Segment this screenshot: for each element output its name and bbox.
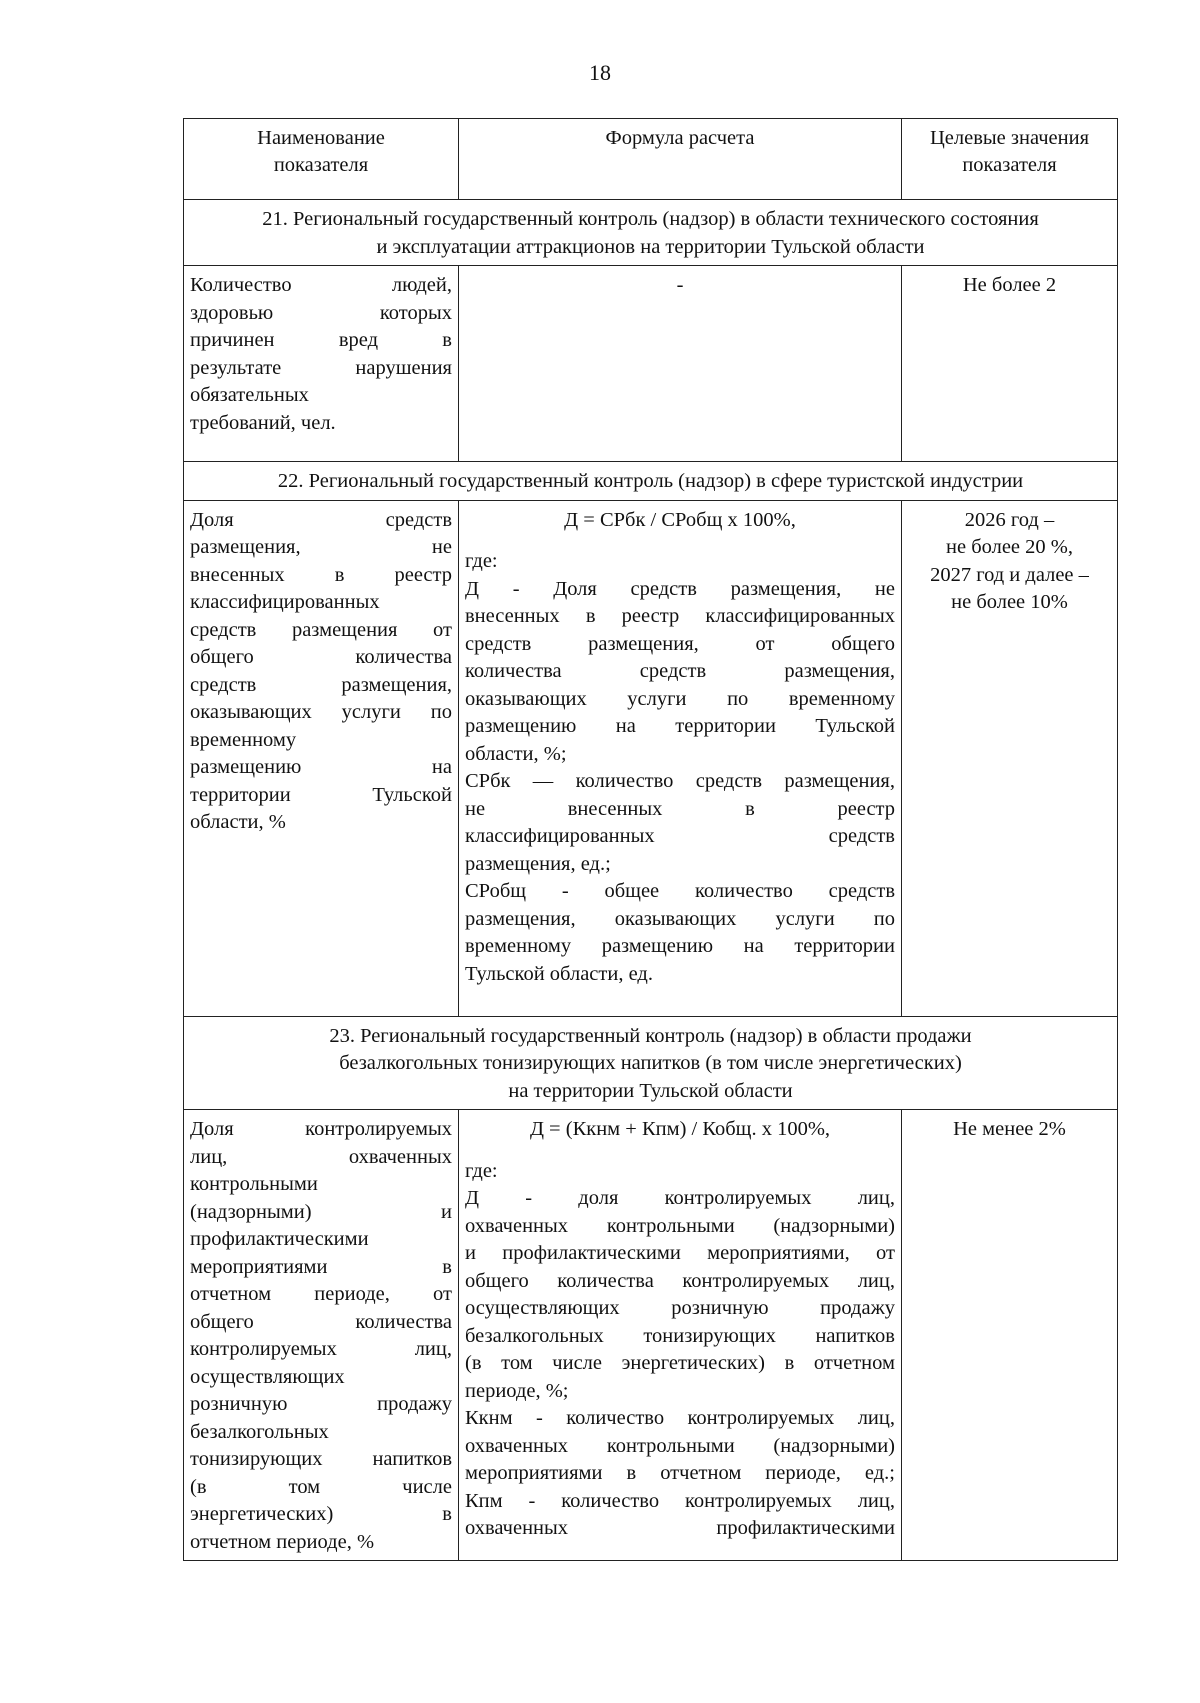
formula-line: мероприятиями в отчетном периоде, ед.; (465, 1462, 895, 1484)
indicator-name-cell (184, 266, 459, 462)
section-title-line: 22. Региональный государственный контроль (надзор) в сфере туристской индустрии (277, 470, 1024, 492)
formula-line: Ккнм - количество контролируемых лиц, (465, 1407, 895, 1429)
formula-line: внесенных в реестр классифицированных (465, 605, 895, 627)
header-name-cell (184, 119, 459, 200)
indicator-name-line: (надзорными) и (190, 1200, 452, 1223)
formula-line: СРобщ - общее количество средств (465, 880, 895, 902)
indicator-name-line: тонизирующих напитков (190, 1448, 452, 1470)
indicator-name-line: (в том числе (190, 1475, 452, 1498)
indicator-name-line: лиц, охваченных (190, 1145, 452, 1168)
indicator-name-line: мероприятиями в (190, 1255, 452, 1278)
indicator-name-line: области, % (190, 811, 286, 833)
indicator-name-line: общего количества (190, 1310, 452, 1333)
indicator-name-line: Количество людей, (190, 274, 452, 296)
indicator-name-line: причинен вред в (190, 329, 452, 351)
indicator-name-line: здоровью которых (190, 301, 452, 324)
indicator-name-line: Доля контролируемых (190, 1118, 452, 1140)
formula-line: размещению на территории Тульской (465, 715, 895, 737)
formula-line: охваченных профилактическими (465, 1517, 895, 1539)
formula-line: средств размещения, от общего (465, 632, 895, 655)
target-value: не более 20 %, (946, 536, 1073, 558)
section-title-22 (184, 462, 1118, 501)
formula-main: - (676, 274, 684, 296)
section-title-23 (184, 1016, 1118, 1110)
section-title-21 (184, 200, 1118, 266)
header-row (184, 119, 1118, 200)
header-formula-cell (459, 119, 902, 200)
formula-cell (459, 1110, 902, 1561)
header-name-line: Наименование (257, 127, 385, 149)
formula-line: (в том числе энергетических) в отчетном (465, 1352, 895, 1374)
formula-line: области, %; (465, 742, 567, 765)
formula-line: Кпм - количество контролируемых лиц, (465, 1489, 895, 1512)
indicator-name-line: энергетических) в (190, 1503, 452, 1525)
indicator-name-line: контрольными (190, 1173, 318, 1195)
section-title-row (184, 1016, 1118, 1110)
header-target-cell (902, 119, 1118, 200)
formula-cell (459, 266, 902, 462)
formula-line: не внесенных в реестр (465, 797, 895, 820)
indicator-name-line: результате нарушения (190, 356, 452, 379)
indicator-name-line: отчетном периоде, % (190, 1530, 375, 1553)
target-cell (902, 1110, 1118, 1561)
indicator-row (184, 500, 1118, 1016)
formula-cell (459, 500, 902, 1016)
indicator-name-line: профилактическими (190, 1228, 369, 1250)
header-target-line: Целевые значения (929, 127, 1090, 149)
indicator-name-cell (184, 1110, 459, 1561)
indicator-name-line: розничную продажу (190, 1393, 452, 1415)
formula-line: Д - доля контролируемых лиц, (465, 1187, 895, 1209)
formula-line: безалкогольных тонизирующих напитков (465, 1324, 895, 1347)
indicator-name-line: общего количества (190, 646, 452, 668)
formula-line: СРбк — количество средств размещения, (465, 770, 895, 792)
section-title-line: 21. Региональный государственный контроль (надзор) в области технического состояния (262, 208, 1039, 230)
section-title-line: на территории Тульской области (508, 1079, 793, 1102)
formula-line: охваченных контрольными (надзорными) (465, 1214, 895, 1237)
target-cell (902, 500, 1118, 1016)
target-value: 2027 год и далее – (930, 563, 1089, 586)
indicator-name-line: временному (190, 728, 297, 751)
section-title-line: 23. Региональный государственный контроль (надзор) в области продажи (329, 1024, 972, 1047)
formula-line: Д - Доля средств размещения, не (465, 577, 895, 600)
section-title-row (184, 200, 1118, 266)
indicator-name-line: требований, чел. (190, 411, 336, 434)
target-value: 2026 год – (964, 508, 1055, 531)
formula-line: охваченных контрольными (надзорными) (465, 1434, 895, 1457)
target-value: Не более 2 (962, 274, 1057, 296)
formula-line: и профилактическими мероприятиями, от (465, 1242, 895, 1264)
header-formula-label: Формула расчета (605, 127, 755, 149)
indicators-table (183, 118, 1118, 1561)
indicator-name-line: средств размещения, (190, 673, 452, 696)
target-value: Не менее 2% (953, 1118, 1066, 1140)
indicator-name-line: оказывающих услуги по (190, 701, 452, 723)
formula-line: Тульской области, ед. (465, 962, 653, 985)
header-target-line: показателя (962, 154, 1057, 176)
formula-line: осуществляющих розничную продажу (465, 1297, 895, 1319)
indicator-row (184, 1110, 1118, 1561)
target-value: не более 10% (951, 591, 1068, 613)
indicator-name-line: внесенных в реестр (190, 563, 452, 586)
page-number: 18 (589, 60, 611, 85)
header-name-line: показателя (273, 154, 369, 176)
indicator-name-line: Доля средств (190, 508, 452, 531)
indicator-name-line: контролируемых лиц, (190, 1338, 452, 1360)
target-cell (902, 266, 1118, 462)
formula-line: где: (465, 1159, 498, 1182)
section-title-row (184, 462, 1118, 501)
indicator-name-line: отчетном периоде, от (190, 1283, 452, 1305)
indicator-row (184, 266, 1118, 462)
formula-line: периоде, %; (465, 1379, 569, 1402)
formula-line: оказывающих услуги по временному (465, 687, 895, 710)
indicator-name-line: средств размещения от (190, 618, 452, 641)
formula-line: общего количества контролируемых лиц, (465, 1269, 895, 1292)
formula-line: размещения, ед.; (465, 852, 611, 875)
formula-line: размещения, оказывающих услуги по (465, 907, 895, 930)
indicator-name-line: территории Тульской (190, 783, 452, 806)
formula-main: Д = (Ккнм + Кпм) / Кобщ. х 100%, (529, 1118, 831, 1140)
indicator-name-line: размещения, не (190, 536, 452, 558)
formula-line: где: (465, 550, 498, 572)
section-title-line: безалкогольных тонизирующих напитков (в том числе энергетических) (339, 1052, 962, 1074)
indicator-name-cell (184, 500, 459, 1016)
formula-main: Д = СРбк / СРобщ х 100%, (564, 508, 796, 531)
indicator-name-line: классифицированных (190, 591, 380, 613)
indicator-name-line: размещению на (190, 756, 452, 778)
indicator-name-line: безалкогольных (190, 1420, 329, 1443)
formula-line: количества средств размещения, (465, 660, 895, 682)
indicator-name-line: осуществляющих (190, 1365, 345, 1388)
formula-line: классифицированных средств (465, 825, 895, 847)
indicator-name-line: обязательных (190, 384, 309, 406)
section-title-line: и эксплуатации аттракционов на территории Тульской области (376, 235, 925, 258)
formula-line: временному размещению на территории (465, 935, 895, 957)
